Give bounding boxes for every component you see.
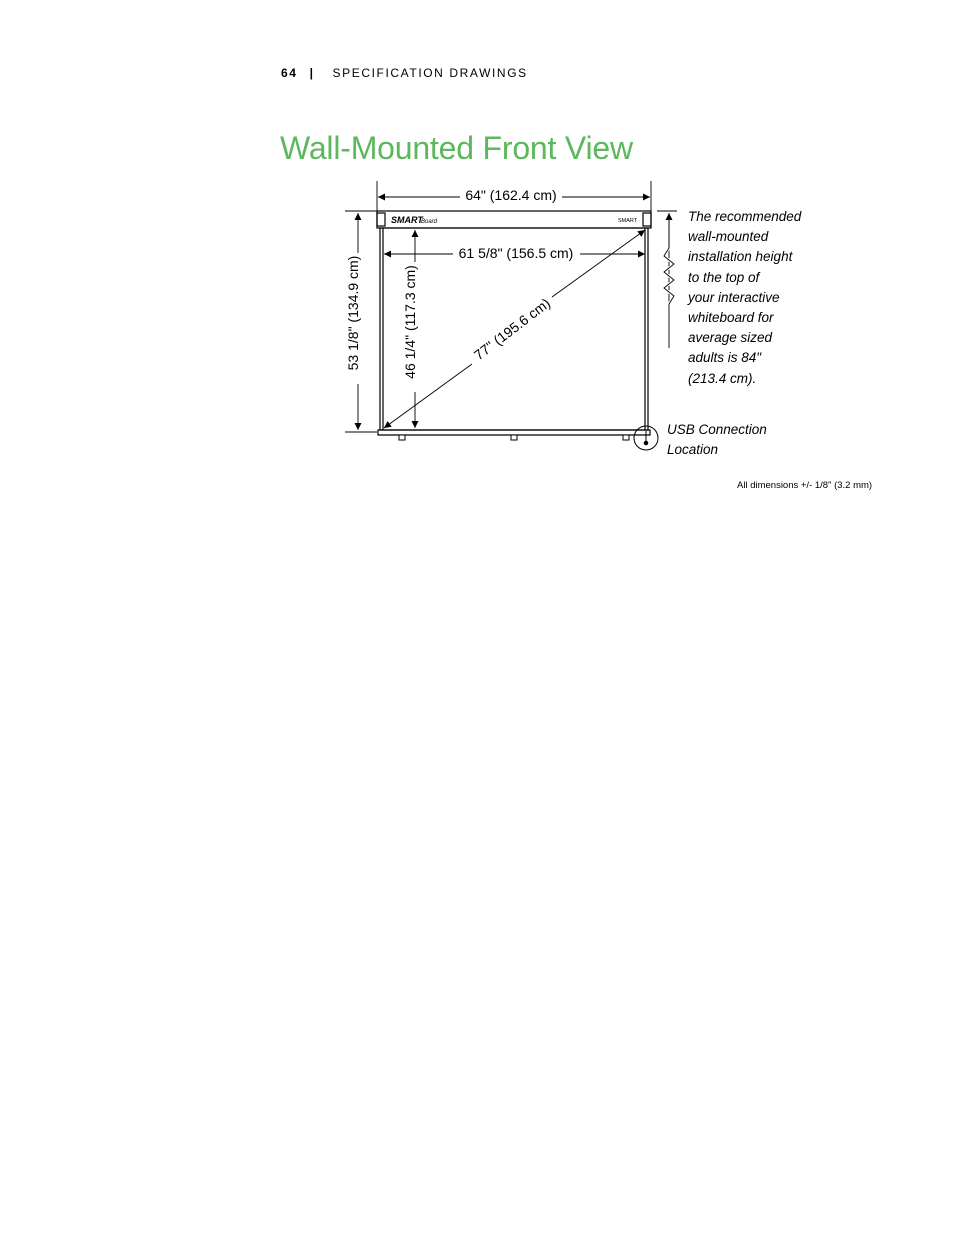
note-line: wall-mounted	[688, 229, 769, 245]
note-line: (213.4 cm).	[688, 370, 757, 386]
note-line: adults is 84"	[688, 350, 762, 366]
note-line: The recommended	[688, 209, 802, 224]
diagonal-line-lower	[384, 364, 472, 428]
note-line: your interactive	[688, 289, 780, 305]
diagonal-line-upper	[552, 230, 645, 297]
usb-label-line: Location	[667, 442, 719, 457]
note-line: to the top of	[688, 269, 760, 285]
header-separator: |	[309, 66, 315, 80]
diagonal-label: 77" (195.6 cm)	[470, 294, 554, 364]
note-line: installation height	[688, 249, 793, 265]
page-title: Wall-Mounted Front View	[280, 130, 633, 166]
pen-tray-feet	[399, 435, 629, 440]
svg-text:SMART: SMART	[618, 218, 638, 224]
svg-text:Board: Board	[421, 219, 438, 225]
screen-height-label: 46 1/4" (117.3 cm)	[402, 265, 418, 379]
note-line: average sized	[688, 330, 773, 346]
section-title: SPECIFICATION DRAWINGS	[332, 66, 528, 80]
usb-label-line: USB Connection	[667, 422, 767, 437]
overall-width-label: 64" (162.4 cm)	[465, 187, 557, 203]
note-line: whiteboard for	[688, 310, 774, 326]
installation-height-note	[688, 207, 818, 389]
svg-text:SMART: SMART	[391, 215, 423, 225]
overall-height-label: 53 1/8" (134.9 cm)	[345, 255, 361, 371]
screen-width-label: 61 5/8" (156.5 cm)	[458, 245, 574, 261]
page-number: 64	[281, 66, 298, 80]
dimension-tolerance-note: All dimensions +/- 1/8" (3.2 mm)	[737, 480, 873, 491]
usb-connection-label	[667, 420, 797, 460]
